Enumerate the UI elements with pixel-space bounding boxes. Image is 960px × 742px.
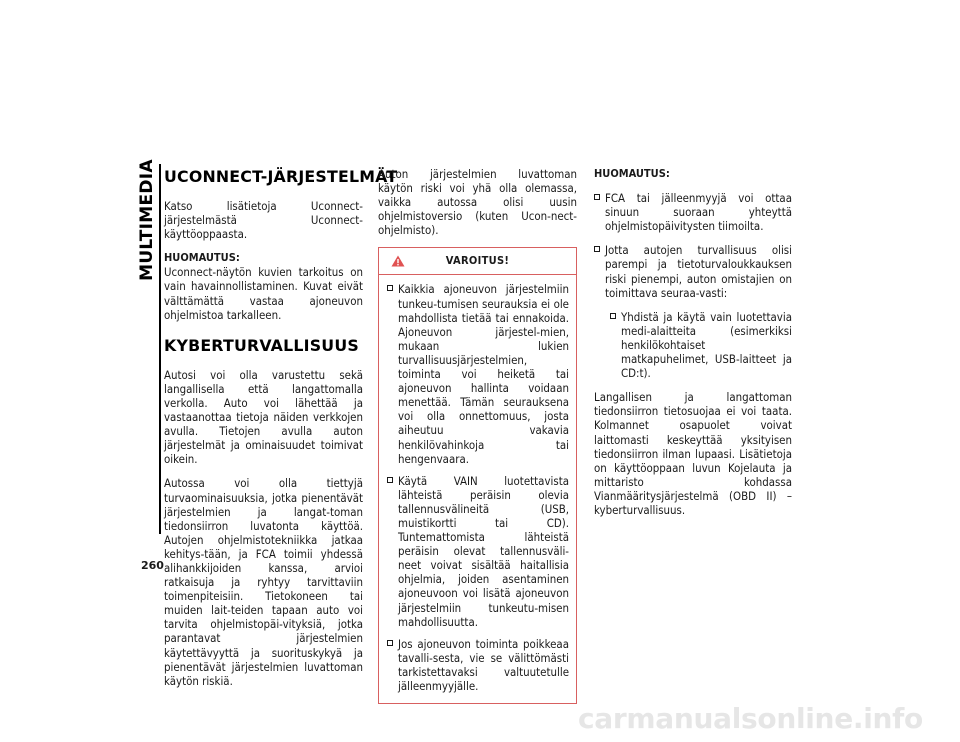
note-heading: HUOMAUTUS: — [164, 251, 240, 265]
warning-item: Käytä VAIN luotettavista lähteistä peräisin olevia tallennusvälineitä (USB, muistikortti tai CD). Tuntemattomista lähteistä peräisin olevat tallennusväli-neet voivat sisältää haitallisia ohjelmia, joiden asentaminen ajoneuvoon voi lisätä ajoneuvon järjestelmiin tunkeutu-misen mahdollisuutta. — [387, 474, 569, 629]
note-item: FCA tai jälleenmyyjä voi ottaa sinuun suoraan yhteyttä ohjelmistopäivitysten tiimoilta. — [594, 191, 792, 233]
page-number: 260 — [141, 559, 164, 572]
checkbox-bullet-icon — [387, 477, 393, 483]
warning-triangle-icon — [391, 255, 405, 267]
site-watermark: carmanualsonline.info — [578, 702, 923, 735]
warning-item: Jos ajoneuvon toiminta poikkeaa tavalli-sesta, vie se välittömästi tarkistettavaksi valtuutetulle jälleenmyyjälle. — [387, 637, 569, 693]
checkbox-bullet-icon — [610, 313, 616, 319]
note-subitem: Yhdistä ja käytä vain luotettavia medi-alaitteita (esimerkiksi henkilökohtaiset matkapuhelimet, USB-laitteet ja CD:t). — [610, 310, 792, 380]
checkbox-bullet-icon — [594, 246, 600, 252]
warning-box — [378, 247, 577, 704]
column-2 — [378, 167, 577, 704]
note-item: Jotta autojen turvallisuus olisi parempi ja tietoturvaloukkauksen riski pienempi, auton omistajien on toimittava seuraa-vasti: — [594, 243, 792, 299]
uconnect-paragraph: Katso lisätietoja Uconnect-järjestelmästä Uconnect-käyttöoppaasta. — [164, 199, 363, 242]
section-tab — [137, 159, 157, 281]
note-text: Uconnect-näytön kuvien tarkoitus on vain havainnollistaminen. Kuvat eivät välttämättä vastaa ajoneuvon ohjelmistoa tarkalleen. — [164, 265, 363, 322]
warning-body — [379, 275, 576, 693]
cybersecurity-paragraph-1: Autosi voi olla varustettu sekä langallisella että langattomalla verkolla. Auto voi lähettää ja vastaanottaa tietoja näiden verkkojen avulla. Tietojen avulla auton järjestelmät ja ominaisuudet toimivat oikein. — [164, 367, 363, 467]
heading-uconnect: UCONNECT-JÄRJESTELMÄT — [164, 167, 398, 186]
checkbox-bullet-icon — [387, 285, 393, 291]
cybersecurity-paragraph-2: Autossa voi olla tiettyjä turvaominaisuuksia, jotka pienentävät järjestelmien ja langat-toman tiedonsiirron luvatonta käyttöä. Autojen ohjelmistotekniikka jatkaa kehitys-tään, ja FCA toimii yhdessä alihankkijoiden kanssa, arvioi ratkaisuja ja ryhtyy tarvittaviin toimenpiteisiin. Tietokoneen tai muiden lait-teiden tapaan auto voi tarvita ohjelmistopäi-vityksiä, jotka parantavat järjestelmien käytettävyyttä ja suorituskykyä ja pienentävät järjestelmien luvattoman käytön riskiä. — [164, 476, 363, 688]
warning-header — [379, 248, 576, 275]
note-heading: HUOMAUTUS: — [594, 167, 670, 180]
privacy-paragraph: Langallisen ja langattoman tiedonsiirron tietosuojaa ei voi taata. Kolmannet osapuolet voivat laittomasti keskeyttää yksityisen tiedonsiirron ilman lupaasi. Lisätietoja on käyttöoppaan luvun Kojelauta ja mittaristo kohdassa Vianmääritysjärjestelmä (OBD II) – kyberturvallisuus. — [594, 390, 792, 517]
section-tab-label: MULTIMEDIA — [137, 159, 157, 281]
section-divider — [159, 164, 161, 534]
column-3 — [594, 167, 792, 527]
checkbox-bullet-icon — [387, 640, 393, 646]
checkbox-bullet-icon — [594, 194, 600, 200]
column-1 — [164, 167, 398, 698]
warning-item: Kaikkia ajoneuvon järjestelmiin tunkeu-tumisen seurauksia ei ole mahdollista tietää tai ennakoida. Ajoneuvon järjestel-mien, mukaan lukien turvallisuusjärjestelmien, toiminta voi heiketä tai ajoneuvon hallinta voidaan menettää. Tämän seurauksena voi olla onnettomuus, josta aiheutuu vakavia henkilövahinkoja tai hengenvaara. — [387, 282, 569, 465]
risk-paragraph: Auton järjestelmien luvattoman käytön riski voi yhä olla olemassa, vaikka autossa olisi uusin ohjelmistoversio (kuten Ucon-nect-ohjelmisto). — [378, 167, 577, 238]
heading-cybersecurity: KYBERTURVALLISUUS — [164, 335, 359, 355]
warning-title: VAROITUS! — [445, 254, 510, 268]
